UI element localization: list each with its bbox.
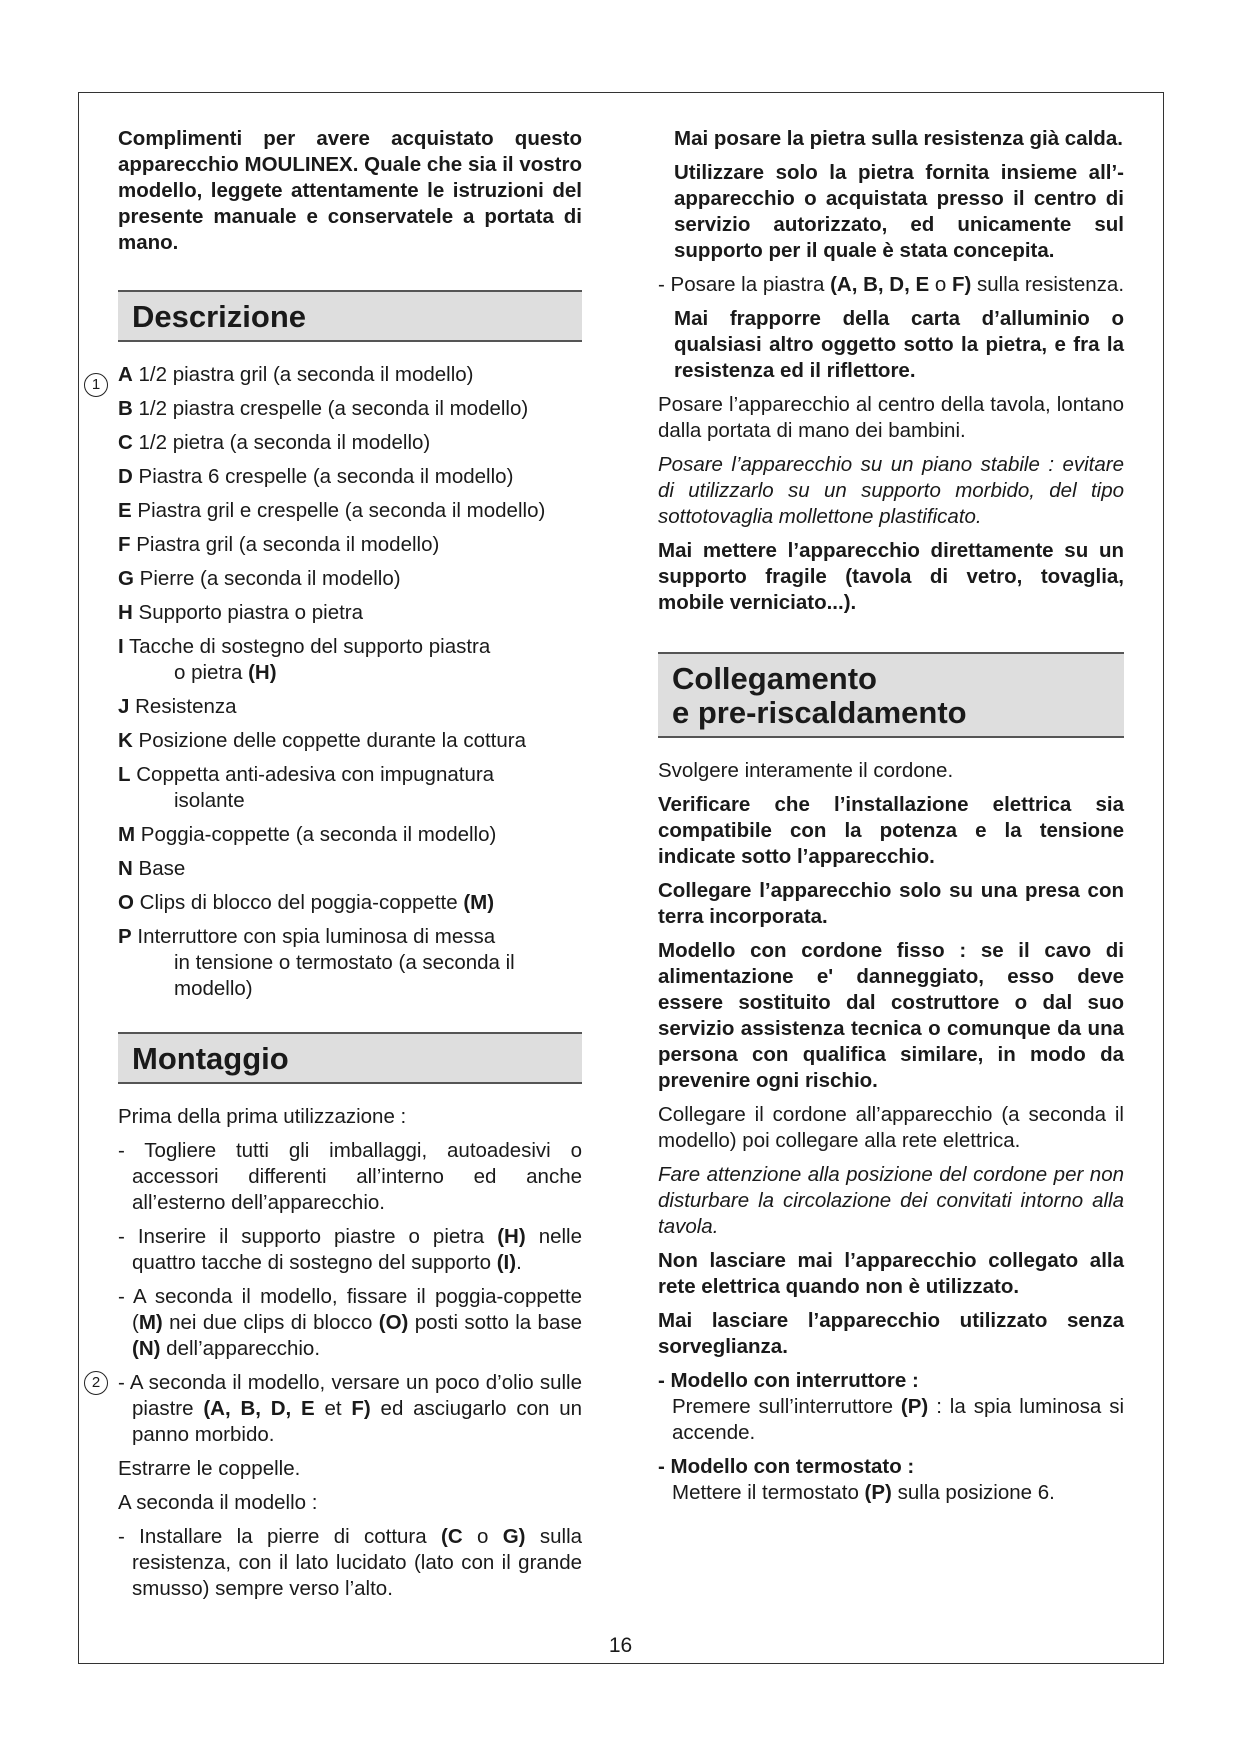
description-item: [118, 498, 582, 524]
item-key: M: [118, 823, 136, 846]
figure-marker-2: 2: [84, 1371, 108, 1395]
step-insert-support: - Inserire il supporto piastre o pietra (H) nelle quattro tacche di sostegno del supporto (I).: [118, 1225, 582, 1274]
left-column: [118, 126, 582, 1610]
item-key: E: [118, 499, 132, 522]
item-text: Clips di blocco del poggia-coppette: [139, 891, 458, 914]
item-text: Piastra 6 crespelle (a seconda il modello): [138, 465, 514, 488]
earthed-socket-text: Collegare l’apparecchio solo su una presa con terra incorporata.: [658, 879, 1124, 928]
step-install-stone: - Installare la pierre di cottura (C o G) sulla resistenza, con il lato lucidato (lato con il grande smusso) sempre verso l’alto.: [118, 1525, 583, 1600]
item-text: Coppetta anti-adesiva con impugnatura: [136, 763, 495, 786]
item-continuation: o pietra (H): [174, 661, 277, 684]
item-key: F: [118, 533, 131, 556]
description-item: [118, 856, 582, 882]
item-ref: (M): [463, 891, 495, 914]
warning-fragile-surface: Mai mettere l’apparecchio direttamente su un supporto fragile (tavola di vetro, tovaglia, mobile verniciato...).: [658, 539, 1124, 614]
item-continuation: in tensione o termostato (a seconda il modello): [174, 951, 515, 1000]
item-continuation: isolante: [174, 789, 245, 812]
step-place-plate: - Posare la piastra (A, B, D, E o F) sulla resistenza.: [658, 273, 1125, 296]
section-header-descrizione: [118, 290, 582, 342]
step-oil-plates: - A seconda il modello, versare un poco d’olio sulle piastre (A, B, D, E et F) ed asciugarlo con un panno morbido.: [118, 1371, 583, 1446]
item-key: L: [118, 763, 131, 786]
item-text: Posizione delle coppette durante la cottura: [138, 729, 526, 752]
item-text: Piastra gril (a seconda il modello): [136, 533, 440, 556]
description-item: [118, 600, 582, 626]
thermostat-model-item: - Modello con termostato : Mettere il termostato (P) sulla posizione 6.: [658, 1455, 1055, 1504]
description-list: [118, 362, 582, 1002]
place-appliance-text: Posare l’apparecchio al centro della tavola, lontano dalla portata di mano dei bambini.: [658, 393, 1124, 442]
item-text: Tacche di sostegno del supporto piastra: [129, 635, 491, 658]
item-text: Supporto piastra o pietra: [138, 601, 364, 624]
item-text: Base: [138, 857, 186, 880]
section-header-collegamento: [658, 652, 1124, 738]
unroll-cord-text: Svolgere interamente il cordone.: [658, 759, 954, 782]
item-text: Resistenza: [135, 695, 237, 718]
step-fix-cup-holder: - A seconda il modello, fissare il poggia-coppette (M) nei due clips di blocco (O) posti sotto la base (N) dell’apparecchio.: [118, 1285, 582, 1360]
warning-unplug-text: Non lasciare mai l’apparecchio collegato alla rete elettrica quando non è utilizzato.: [658, 1249, 1124, 1298]
description-item: [118, 362, 582, 388]
section-title: Montaggio: [132, 1041, 289, 1076]
item-key: C: [118, 431, 133, 454]
description-item: [118, 634, 582, 686]
item-key: K: [118, 729, 133, 752]
item-key: H: [118, 601, 133, 624]
item-key: I: [118, 635, 124, 658]
description-item: [118, 890, 582, 916]
description-item: [118, 694, 582, 720]
aseconda-text: A seconda il modello :: [118, 1491, 318, 1514]
stable-surface-text: Posare l’apparecchio su un piano stabile : evitare di utilizzarlo su un supporto morbido, del tipo sottotovaglia mollettone plastificato.: [658, 453, 1124, 528]
description-item: [118, 532, 582, 558]
fixed-cord-text: Modello con cordone fisso : se il cavo di alimentazione e' danneggiato, esso deve essere sostituito dal costruttore o dal suo servizio assistenza tecnica o comunque da una persona con qualifica similare, in modo da prevenire ogni rischio.: [658, 939, 1124, 1092]
item-key: O: [118, 891, 134, 914]
item-text: Piastra gril e crespelle (a seconda il modello): [137, 499, 546, 522]
description-item: [118, 822, 582, 848]
figure-marker-1: 1: [84, 373, 108, 397]
item-text: Poggia-coppette (a seconda il modello): [140, 823, 497, 846]
intro-paragraph: Complimenti per avere acquistato questo apparecchio MOULINEX. Quale che sia il vostro modello, leggete attentamente le istruzioni del presente manuale e conservatele a portata di mano.: [118, 127, 582, 254]
description-item: [118, 762, 582, 814]
warning-hot-resistance: Mai posare la pietra sulla resistenza già calda.: [674, 127, 1123, 150]
item-text: Interruttore con spia luminosa di messa: [137, 925, 496, 948]
prima-text: Prima della prima utilizzazione :: [118, 1105, 407, 1128]
connect-cord-text: Collegare il cordone all’apparecchio (a seconda il modello) poi collegare alla rete elettrica.: [658, 1103, 1124, 1152]
item-text: Pierre (a seconda il modello): [139, 567, 401, 590]
item-key: J: [118, 695, 130, 718]
check-installation-text: Verificare che l’installazione elettrica sia compatibile con la potenza e la tensione indicate sotto l’apparecchio.: [658, 793, 1124, 868]
description-item: [118, 728, 582, 754]
section-header-montaggio: [118, 1032, 582, 1084]
item-key: B: [118, 397, 133, 420]
item-key: P: [118, 925, 132, 948]
switch-model-item: - Modello con interruttore : Premere sull’interruttore (P) : la spia luminosa si accende.: [658, 1369, 1125, 1444]
warning-unattended-text: Mai lasciare l’apparecchio utilizzato senza sorveglianza.: [658, 1309, 1124, 1358]
section-title: Descrizione: [132, 299, 307, 334]
description-item: [118, 566, 582, 592]
warning-aluminium: Mai frapporre della carta d’alluminio o qualsiasi altro oggetto sotto la pietra, e fra la resistenza ed il riflettore.: [674, 307, 1124, 382]
section-title: Collegamento e pre-riscaldamento: [672, 661, 967, 730]
right-column: [658, 126, 1124, 1514]
item-text: 1/2 piastra crespelle (a seconda il modello): [138, 397, 529, 420]
description-item: [118, 464, 582, 490]
estrarre-text: Estrarre le coppelle.: [118, 1457, 301, 1480]
item-key: D: [118, 465, 133, 488]
step-remove-packaging: - Togliere tutti gli imballaggi, autoadesivi o accessori differenti all’interno ed anche all’esterno dell’apparecchio.: [118, 1139, 582, 1214]
item-key: G: [118, 567, 134, 590]
description-item: [118, 924, 582, 1002]
page-number: 16: [608, 1634, 633, 1657]
description-item: [118, 396, 582, 422]
cord-position-text: Fare attenzione alla posizione del cordone per non disturbare la circolazione dei convitati intorno alla tavola.: [658, 1163, 1124, 1238]
warning-use-stone: Utilizzare solo la pietra fornita insieme all’-apparecchio o acquistata presso il centro di servizio autorizzato, ed unicamente sul supporto per il quale è stata concepita.: [674, 161, 1124, 262]
description-item: [118, 430, 582, 456]
item-text: 1/2 piastra gril (a seconda il modello): [138, 363, 474, 386]
item-key: N: [118, 857, 133, 880]
item-text: 1/2 pietra (a seconda il modello): [138, 431, 431, 454]
item-key: A: [118, 363, 133, 386]
